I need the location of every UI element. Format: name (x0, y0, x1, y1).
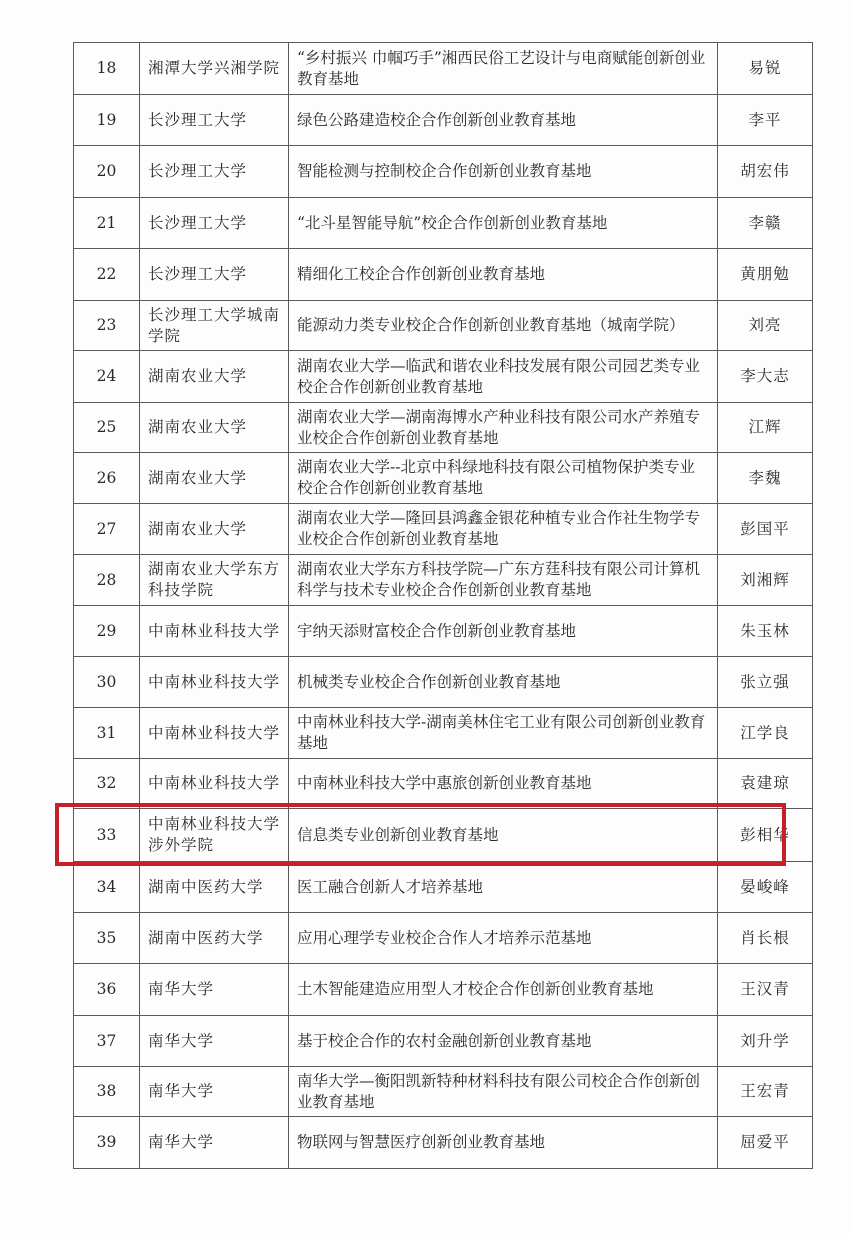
row-number: 19 (96, 110, 117, 129)
row-number-cell (74, 403, 140, 453)
row-number: 24 (96, 367, 117, 385)
base-name: 湖南农业大学—湖南海博水产种业科技有限公司水产养殖专业校企合作创新创业教育基地 (297, 407, 701, 447)
table-row (74, 862, 813, 913)
base-name: 物联网与智慧医疗创新创业教育基地 (297, 1133, 546, 1151)
row-number: 18 (96, 59, 117, 77)
person-in-charge: 刘亮 (748, 316, 782, 334)
row-number: 30 (96, 672, 117, 691)
base-name: 能源动力类专业校企合作创新创业教育基地（城南学院） (297, 316, 685, 334)
person-in-charge: 彭相华 (740, 825, 790, 844)
row-number: 38 (96, 1082, 117, 1100)
base-name-cell (289, 146, 718, 198)
person-in-charge: 张立强 (740, 672, 790, 691)
base-name: 宇纳天添财富校企合作创新创业教育基地 (297, 621, 577, 640)
row-number-cell (74, 249, 140, 301)
table-row (74, 249, 813, 301)
school-name-cell (140, 453, 289, 504)
row-number-cell (74, 809, 140, 862)
school-name: 湖南农业大学 (148, 418, 248, 436)
person-in-charge-cell (718, 198, 813, 249)
row-number-cell (74, 862, 140, 913)
person-in-charge-cell (718, 606, 813, 657)
school-name: 南华大学 (148, 1082, 215, 1100)
table-row (74, 301, 813, 351)
base-name: 基于校企合作的农村金融创新创业教育基地 (297, 1031, 592, 1050)
school-name: 湘潭大学兴湘学院 (148, 59, 281, 77)
table-row (74, 606, 813, 657)
row-number-cell (74, 1067, 140, 1117)
base-name: 南华大学—衡阳凯新特种材料科技有限公司校企合作创新创业教育基地 (297, 1071, 701, 1111)
school-name-cell (140, 1117, 289, 1169)
person-in-charge: 李魏 (748, 468, 782, 487)
table-row (74, 759, 813, 809)
base-name-cell (289, 606, 718, 657)
base-name: 湖南农业大学—临武和谐农业科技发展有限公司园艺类专业校企合作创新创业教育基地 (297, 356, 701, 396)
row-number: 35 (96, 928, 117, 947)
person-in-charge: 胡宏伟 (740, 162, 790, 180)
school-name: 中南林业科技大学涉外学院 (148, 815, 281, 854)
school-name: 湖南中医药大学 (148, 877, 264, 896)
person-in-charge-cell (718, 146, 813, 198)
table-row (74, 198, 813, 249)
person-in-charge-cell (718, 504, 813, 555)
school-name: 长沙理工大学 (148, 162, 248, 180)
person-in-charge: 晏峻峰 (740, 877, 790, 896)
base-name-cell (289, 1067, 718, 1117)
base-name-cell (289, 1117, 718, 1169)
person-in-charge: 王汉青 (740, 980, 790, 998)
base-name: 医工融合创新人才培养基地 (297, 877, 484, 896)
table-row (74, 913, 813, 964)
person-in-charge-cell (718, 1016, 813, 1067)
table-row (74, 1067, 813, 1117)
school-name-cell (140, 403, 289, 453)
person-in-charge-cell (718, 759, 813, 809)
base-name: 土木智能建造应用型人才校企合作创新创业教育基地 (297, 980, 654, 998)
base-name-cell (289, 249, 718, 301)
base-name-cell (289, 351, 718, 403)
person-in-charge: 朱玉林 (740, 621, 790, 640)
school-name: 南华大学 (148, 980, 215, 998)
base-name: 信息类专业创新创业教育基地 (297, 825, 499, 844)
base-name-cell (289, 95, 718, 146)
person-in-charge: 易锐 (748, 59, 782, 77)
person-in-charge: 刘湘辉 (740, 570, 790, 589)
row-number-cell (74, 504, 140, 555)
school-name: 长沙理工大学城南学院 (148, 305, 281, 345)
base-name-cell (289, 759, 718, 809)
base-name: 湖南农业大学—隆回县鸿鑫金银花种植专业合作社生物学专业校企合作创新创业教育基地 (297, 509, 701, 548)
school-name-cell (140, 198, 289, 249)
person-in-charge-cell (718, 913, 813, 964)
school-name-cell (140, 1016, 289, 1067)
table-row (74, 351, 813, 403)
row-number: 28 (96, 570, 117, 589)
person-in-charge-cell (718, 1067, 813, 1117)
person-in-charge: 江学良 (740, 723, 790, 742)
base-name-cell (289, 964, 718, 1016)
school-name: 中南林业科技大学 (148, 774, 281, 792)
person-in-charge: 刘升学 (740, 1031, 790, 1050)
row-number-cell (74, 1117, 140, 1169)
row-number: 39 (96, 1133, 117, 1151)
base-name: 智能检测与控制校企合作创新创业教育基地 (297, 162, 592, 180)
person-in-charge-cell (718, 964, 813, 1016)
school-name: 长沙理工大学 (148, 110, 248, 129)
person-in-charge-cell (718, 351, 813, 403)
base-name: 精细化工校企合作创新创业教育基地 (297, 265, 546, 283)
school-name-cell (140, 301, 289, 351)
person-in-charge-cell (718, 453, 813, 504)
person-in-charge-cell (718, 301, 813, 351)
school-name-cell (140, 1067, 289, 1117)
row-number-cell (74, 43, 140, 95)
school-name-cell (140, 759, 289, 809)
school-name: 长沙理工大学 (148, 213, 248, 232)
row-number-cell (74, 555, 140, 606)
base-name-cell (289, 198, 718, 249)
person-in-charge-cell (718, 809, 813, 862)
person-in-charge: 李赣 (748, 213, 782, 232)
table-row (74, 964, 813, 1016)
table-row (74, 43, 813, 95)
base-name-cell (289, 809, 718, 862)
row-number-cell (74, 657, 140, 708)
school-name-cell (140, 504, 289, 555)
row-number-cell (74, 606, 140, 657)
education-base-table (73, 42, 813, 1169)
person-in-charge: 黄朋勉 (740, 265, 790, 283)
base-name-cell (289, 504, 718, 555)
school-name-cell (140, 351, 289, 403)
school-name: 中南林业科技大学 (148, 621, 281, 640)
table-row (74, 453, 813, 504)
row-number: 33 (96, 825, 117, 844)
row-number: 20 (96, 162, 117, 180)
school-name: 中南林业科技大学 (148, 723, 281, 742)
school-name: 南华大学 (148, 1133, 215, 1151)
base-name-cell (289, 403, 718, 453)
base-name: 机械类专业校企合作创新创业教育基地 (297, 672, 561, 691)
school-name-cell (140, 555, 289, 606)
table-row (74, 1117, 813, 1169)
table-row (74, 708, 813, 759)
person-in-charge-cell (718, 43, 813, 95)
person-in-charge-cell (718, 403, 813, 453)
row-number-cell (74, 453, 140, 504)
person-in-charge-cell (718, 555, 813, 606)
table-row (74, 657, 813, 708)
base-name-cell (289, 301, 718, 351)
row-number: 32 (96, 774, 117, 792)
base-name-cell (289, 453, 718, 504)
school-name-cell (140, 249, 289, 301)
table-row (74, 555, 813, 606)
person-in-charge: 屈爱平 (740, 1133, 790, 1151)
person-in-charge: 王宏青 (740, 1082, 790, 1100)
school-name: 中南林业科技大学 (148, 672, 281, 691)
table-row (74, 809, 813, 862)
school-name: 湖南农业大学 (148, 519, 248, 538)
row-number-cell (74, 913, 140, 964)
base-name-cell (289, 1016, 718, 1067)
row-number: 21 (96, 213, 117, 232)
base-name: 绿色公路建造校企合作创新创业教育基地 (297, 110, 577, 129)
person-in-charge: 袁建琼 (740, 774, 790, 792)
school-name-cell (140, 964, 289, 1016)
base-name: 湖南农业大学东方科技学院—广东方莛科技有限公司计算机科学与技术专业校企合作创新创业教育基地 (297, 560, 701, 599)
row-number-cell (74, 1016, 140, 1067)
person-in-charge-cell (718, 249, 813, 301)
base-name-cell (289, 43, 718, 95)
table-row (74, 403, 813, 453)
row-number: 25 (96, 418, 117, 436)
row-number: 36 (96, 980, 117, 998)
school-name-cell (140, 606, 289, 657)
person-in-charge: 江辉 (748, 418, 782, 436)
person-in-charge-cell (718, 1117, 813, 1169)
base-name-cell (289, 708, 718, 759)
row-number: 27 (96, 519, 117, 538)
row-number-cell (74, 198, 140, 249)
base-name: 中南林业科技大学-湖南美林住宅工业有限公司创新创业教育基地 (297, 713, 706, 752)
person-in-charge-cell (718, 95, 813, 146)
table-row (74, 1016, 813, 1067)
row-number-cell (74, 351, 140, 403)
base-name-cell (289, 555, 718, 606)
person-in-charge: 肖长根 (740, 928, 790, 947)
school-name-cell (140, 657, 289, 708)
school-name: 湖南农业大学 (148, 367, 248, 385)
school-name-cell (140, 95, 289, 146)
row-number-cell (74, 708, 140, 759)
school-name-cell (140, 708, 289, 759)
base-name: “乡村振兴 巾帼巧手”湘西民俗工艺设计与电商赋能创新创业教育基地 (297, 48, 706, 88)
row-number: 22 (96, 265, 117, 283)
table-body (74, 43, 813, 1169)
school-name: 南华大学 (148, 1031, 215, 1050)
row-number: 26 (96, 468, 117, 487)
row-number: 34 (96, 877, 117, 896)
row-number: 23 (96, 316, 117, 334)
school-name: 湖南农业大学 (148, 468, 248, 487)
row-number-cell (74, 964, 140, 1016)
person-in-charge: 彭国平 (740, 519, 790, 538)
base-name: 应用心理学专业校企合作人才培养示范基地 (297, 928, 592, 947)
school-name: 湖南中医药大学 (148, 928, 264, 947)
row-number: 29 (96, 621, 117, 640)
school-name: 长沙理工大学 (148, 265, 248, 283)
row-number-cell (74, 301, 140, 351)
row-number: 37 (96, 1031, 117, 1050)
school-name-cell (140, 809, 289, 862)
person-in-charge: 李平 (748, 110, 782, 129)
base-name: “北斗星智能导航”校企合作创新创业教育基地 (297, 213, 608, 232)
row-number: 31 (96, 723, 117, 742)
person-in-charge-cell (718, 657, 813, 708)
base-name-cell (289, 913, 718, 964)
school-name-cell (140, 146, 289, 198)
person-in-charge: 李大志 (740, 367, 790, 385)
base-name-cell (289, 862, 718, 913)
table-row (74, 95, 813, 146)
base-name: 中南林业科技大学中惠旅创新创业教育基地 (297, 774, 592, 792)
row-number-cell (74, 759, 140, 809)
row-number-cell (74, 95, 140, 146)
person-in-charge-cell (718, 862, 813, 913)
person-in-charge-cell (718, 708, 813, 759)
row-number-cell (74, 146, 140, 198)
school-name: 湖南农业大学东方科技学院 (148, 560, 281, 599)
table-row (74, 504, 813, 555)
school-name-cell (140, 913, 289, 964)
base-name-cell (289, 657, 718, 708)
table-row (74, 146, 813, 198)
school-name-cell (140, 43, 289, 95)
school-name-cell (140, 862, 289, 913)
base-name: 湖南农业大学--北京中科绿地科技有限公司植物保护类专业校企合作创新创业教育基地 (297, 458, 695, 497)
